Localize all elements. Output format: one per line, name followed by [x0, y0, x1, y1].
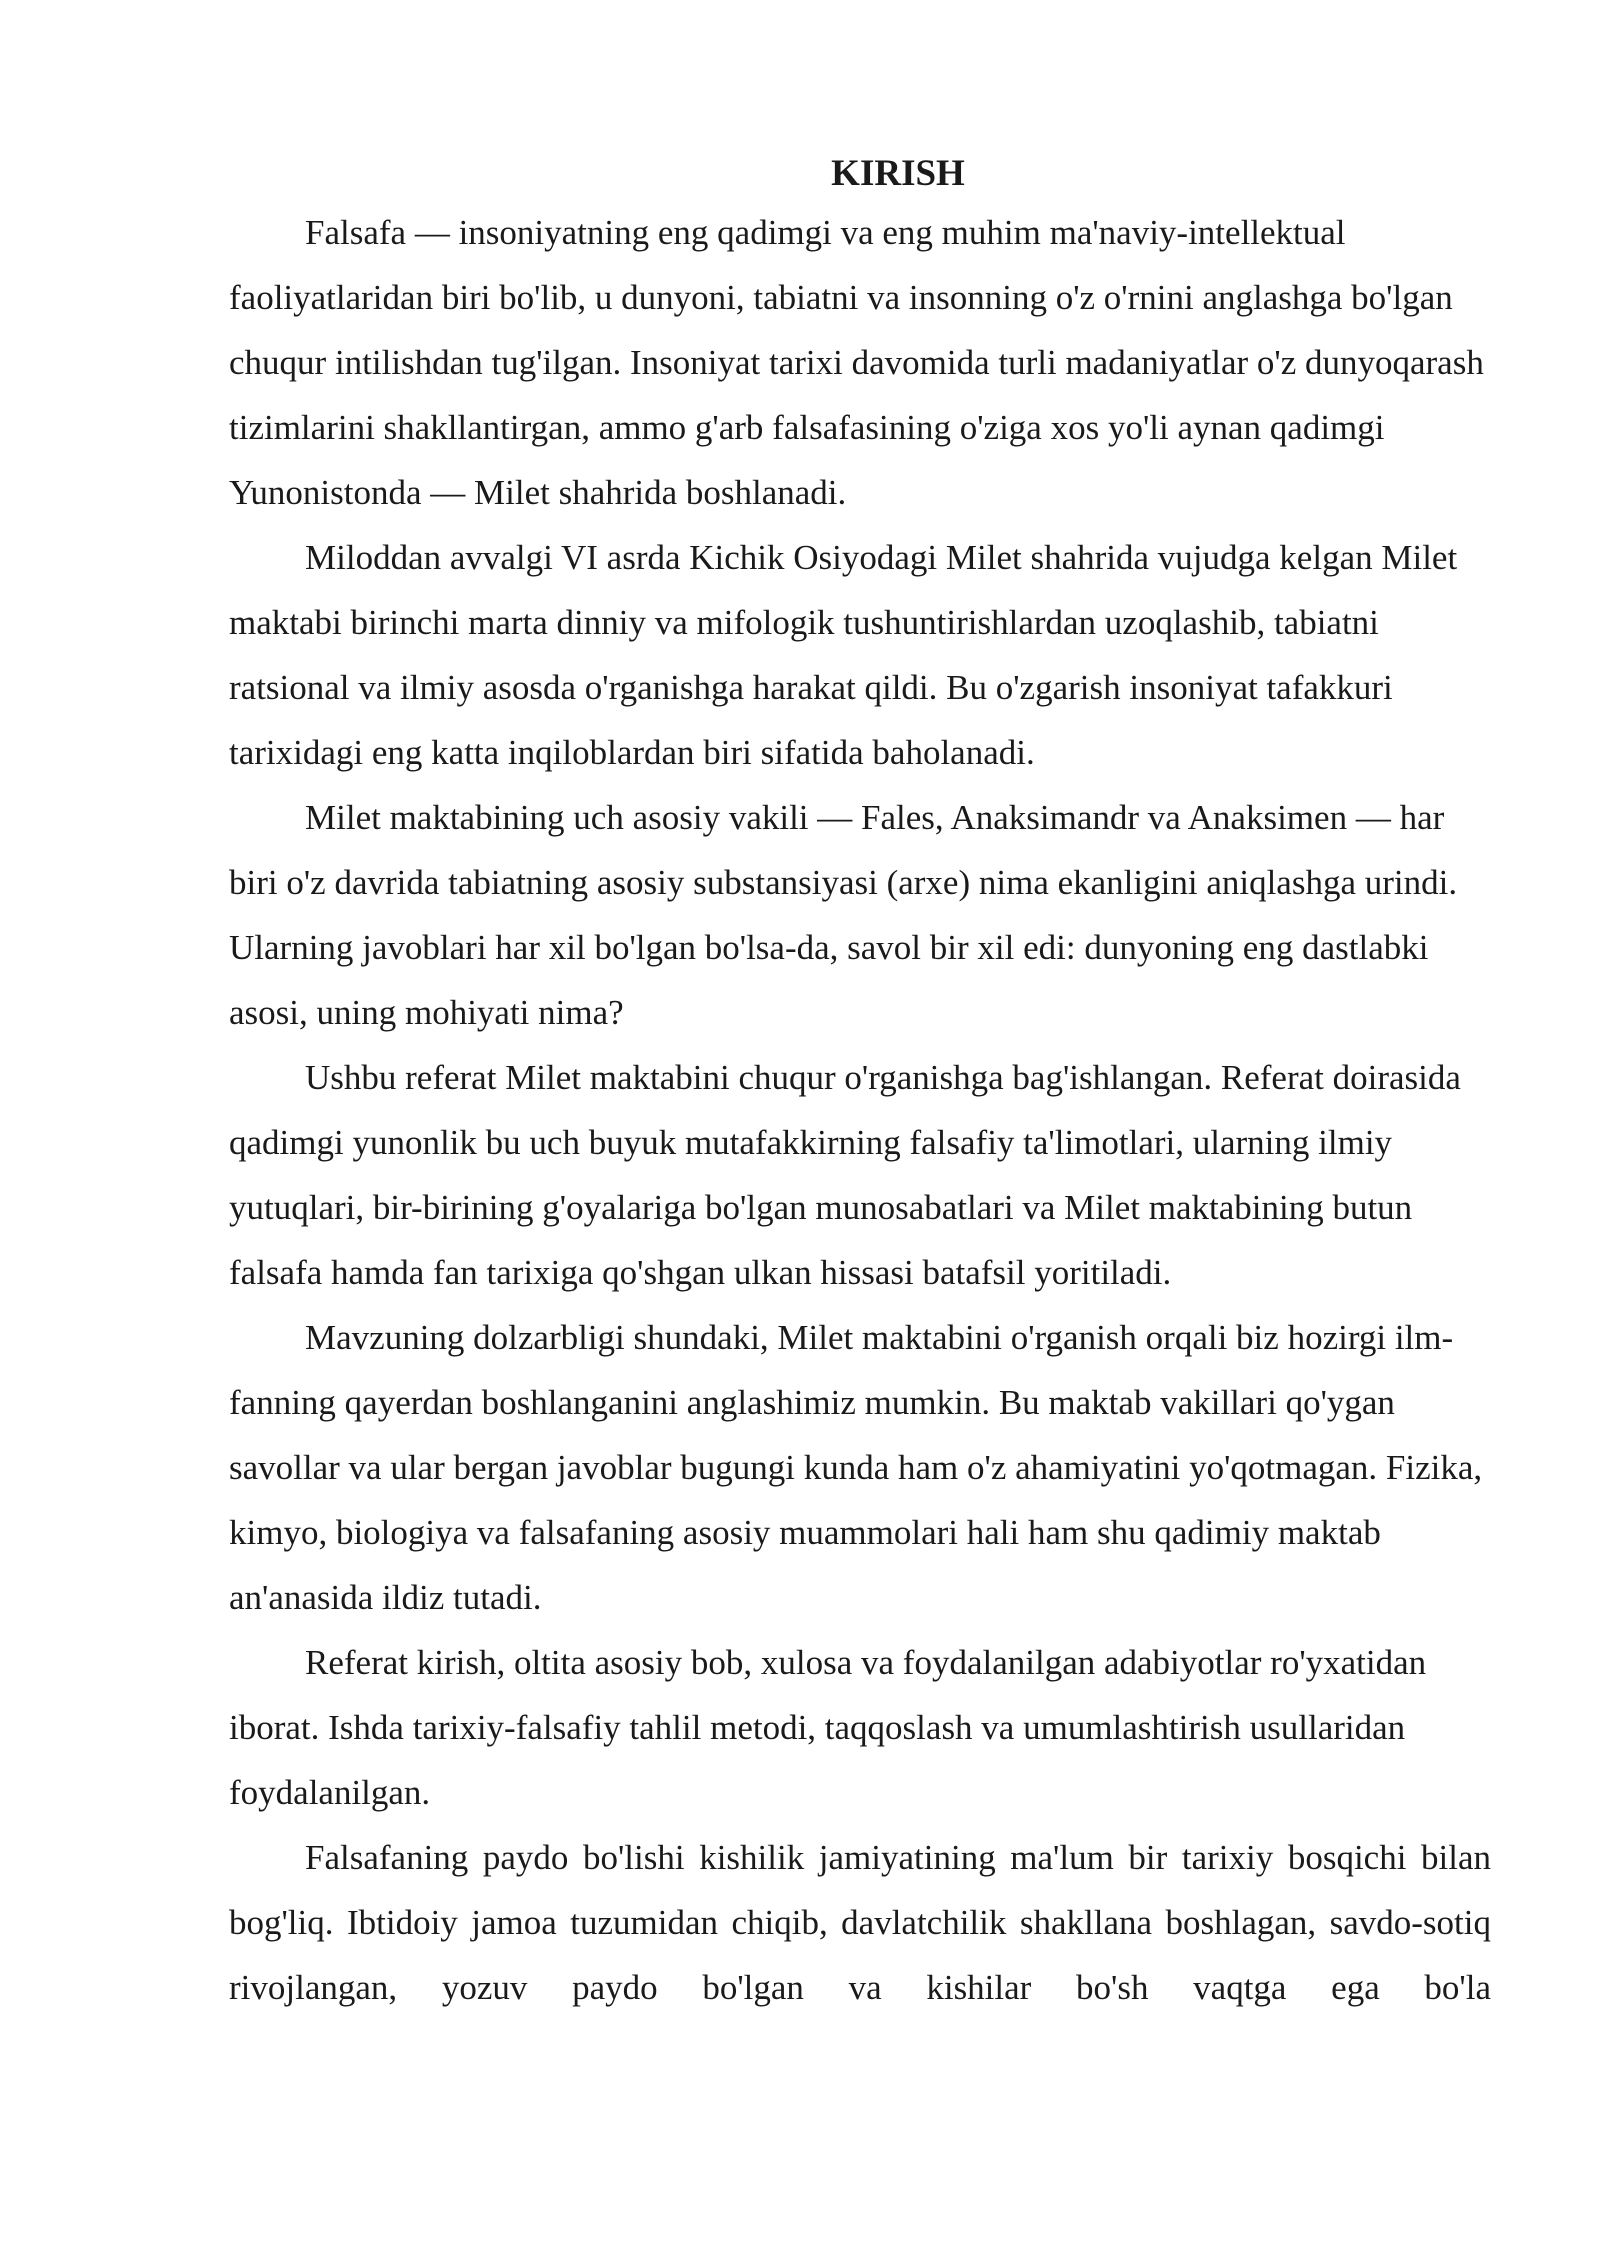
paragraph: Falsafaning paydo bo'lishi kishilik jamiyatining ma'lum bir tarixiy bosqichi bilan bog'liq. Ibtidoiy jamoa tuzumidan chiqib, davlatchilik shakllana boshlagan, savdo-sotiq rivojlangan, yozuv paydo bo'lgan va kishilar bo'sh vaqtga ega bo'la [229, 1838, 1491, 2007]
paragraph: Miloddan avvalgi VI asrda Kichik Osiyodagi Milet shahrida vujudga kelgan Milet maktabi birinchi marta dinniy va mifologik tushuntirishlardan uzoqlashib, tabiatni ratsional va ilmiy asosda o'rganishga harakat qildi. Bu o'zgarish insoniyat tafakkuri tarixidagi eng katta inqiloblardan biri sifatida baholanadi. [229, 538, 1458, 772]
document-body [229, 148, 1491, 2020]
page-title: KIRISH [831, 153, 965, 194]
paragraph: Ushbu referat Milet maktabini chuqur o'rganishga bag'ishlangan. Referat doirasida qadimgi yunonlik bu uch buyuk mutafakkirning falsafiy ta'limotlari, ularning ilmiy yutuqlari, bir-birining g'oyalariga bo'lgan munosabatlari va Milet maktabining butun falsafa hamda fan tarixiga qo'shgan ulkan hissasi batafsil yoritiladi. [229, 1058, 1461, 1292]
paragraph: Referat kirish, oltita asosiy bob, xulosa va foydalanilgan adabiyotlar ro'yxatidan iborat. Ishda tarixiy-falsafiy tahlil metodi, taqqoslash va umumlashtirish usullaridan foydalanilgan. [229, 1643, 1427, 1812]
paragraph: Milet maktabining uch asosiy vakili — Fales, Anaksimandr va Anaksimen — har biri o'z davrida tabiatning asosiy substansiyasi (arxe) nima ekanligini aniqlashga urindi. Ularning javoblari har xil bo'lgan bo'lsa-da, savol bir xil edi: dunyoning eng dastlabki asosi, uning mohiyati nima? [229, 798, 1458, 1032]
paragraph: Falsafa — insoniyatning eng qadimgi va eng muhim ma'naviy-intellektual faoliyatlaridan biri bo'lib, u dunyoni, tabiatni va insonning o'z o'rnini anglashga bo'lgan chuqur intilishdan tug'ilgan. Insoniyat tarixi davomida turli madaniyatlar o'z dunyoqarash tizimlarini shakllantirgan, ammo g'arb falsafasining o'ziga xos yo'li aynan qadimgi Yunonistonda — Milet shahrida boshlanadi. [229, 213, 1484, 512]
paragraph: Mavzuning dolzarbligi shundaki, Milet maktabini o'rganish orqali biz hozirgi ilm-fanning qayerdan boshlanganini anglashimiz mumkin. Bu maktab vakillari qo'ygan savollar va ular bergan javoblar bugungi kunda ham o'z ahamiyatini yo'qotmagan. Fizika, kimyo, biologiya va falsafaning asosiy muammolari hali ham shu qadimiy maktab an'anasida ildiz tutadi. [229, 1318, 1483, 1617]
